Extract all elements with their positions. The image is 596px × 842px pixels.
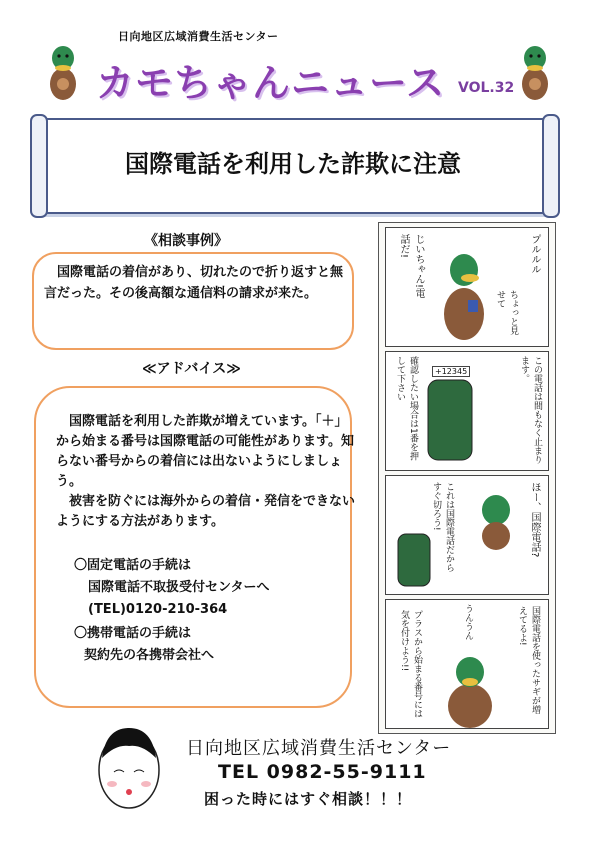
headline: 国際電話を利用した詐欺に注意 [125,150,461,178]
mobile-body: 契約先の各携帯会社へ [84,648,215,663]
comic-panel-4 [385,599,549,729]
newsletter-title: カモちゃんニュース [96,61,446,105]
case-text: 国際電話の着信があり、切れたので折り返すと無言だった。その後高額な通信料の請求が来た。 [44,265,344,301]
footer-message: 困った時にはすぐ相談！！！ [204,790,413,808]
comic-p4-nod: うんうん [463,604,473,640]
phone-icon [424,376,476,466]
advice-label: ≪アドバイス≫ [142,361,241,377]
comic-p4-warning: 国際電話を使ったサギが増えてるよ! [517,606,540,714]
comic-p3-answer: これは国際電話だからすぐ切ろう! [431,482,454,572]
duck-icon-left [46,44,80,102]
advice-paragraph-1: 国際電話を利用した詐欺が増えています。「＋」から始まる番号は国際電話の可能性があります。知らない番号からの着信には出ないようにしましょう。 [56,414,354,489]
comic-p2-number: +12345 [432,366,470,377]
comic-p3-question: ほー、国際電話? [529,482,540,558]
duck-figure-icon-2 [442,652,498,728]
comic-p1-show: ちょっと見せて [495,290,518,335]
case-label: 《相談事例》 [144,233,228,249]
footer-center-name: 日向地区広域消費生活センター [186,738,452,759]
phone-icon-2 [394,530,434,590]
comic-panel-3 [385,475,549,595]
comic-p2-confirm: 確認したい場合は1番を押して下さい [395,356,418,461]
volume-label: VOL.32 [458,80,515,96]
landline-heading: 〇固定電話の手続は [74,558,192,573]
comic-p2-stop: この電話は間もなく止まります。 [519,356,542,464]
center-name: 日向地区広域消費生活センター [118,30,279,43]
comic-strip [378,222,556,734]
comic-p1-ring: プルルル [529,234,540,274]
comic-panel-1 [385,227,549,347]
landline-body: 国際電話不取扱受付センターへ [88,580,270,595]
duck-figure-icon [434,248,494,344]
advice-paragraph-2: 被害を防ぐには海外からの着信・発信をできないようにする方法があります。 [56,494,356,529]
comic-panel-2 [385,351,549,471]
mascot-face-icon [96,724,162,810]
duck-icon-right [518,44,552,102]
mobile-heading: 〇携帯電話の手続は [74,626,192,641]
landline-tel: (TEL)0120-210-364 [88,602,228,617]
footer-tel: TEL 0982-55-9111 [218,761,427,783]
advice-text [56,412,356,532]
comic-p1-grandpa: じいちゃん!電話だ! [398,234,424,299]
duck-head-icon [476,490,516,550]
comic-p4-plus: プラスから始まる番号には気を付けよう!! [399,610,422,718]
